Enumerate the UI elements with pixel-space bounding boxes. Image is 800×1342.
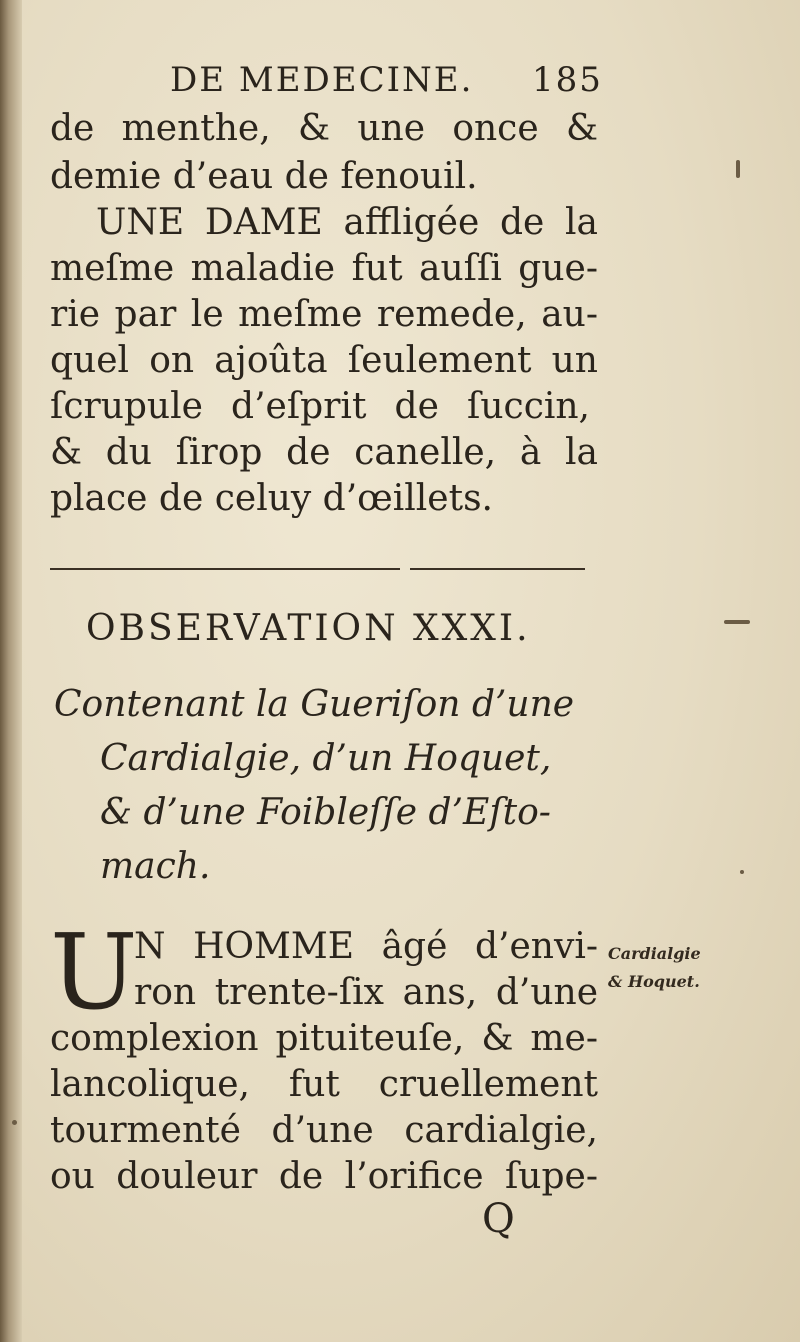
text-line: complexion pituiteuſe, & me- — [50, 1018, 598, 1059]
text-line: demie d’eau de fenouil. — [50, 156, 478, 197]
ink-speck — [724, 620, 750, 624]
drop-cap: U — [50, 911, 138, 1033]
margin-note-line: Cardialgie — [608, 944, 701, 963]
margin-note-line: & Hoquet. — [608, 972, 700, 991]
running-title: DE MEDECINE. — [170, 60, 474, 100]
text-line: & du ſirop de canelle, à la — [50, 432, 598, 473]
text-line: N HOMME âgé d’envi- — [134, 926, 598, 967]
subtitle-line: mach. — [100, 846, 211, 887]
text-line: de menthe, & une once & — [50, 108, 598, 149]
book-spine — [0, 0, 22, 1342]
text-line: ou douleur de l’orifice ſupe- — [50, 1156, 598, 1197]
text-line: rie par le meſme remede, au- — [50, 294, 598, 335]
observation-heading: OBSERVATION XXXI. — [86, 608, 531, 649]
catchword: Q — [482, 1196, 515, 1242]
text-line: UNE DAME affligée de la — [96, 202, 598, 243]
text-line: meſme maladie fut auſſi gue- — [50, 248, 598, 289]
subtitle-line: Cardialgie, d’un Hoquet, — [100, 738, 552, 779]
ink-speck — [736, 160, 740, 178]
subtitle-line: & d’une Foibleſſe d’Eſto- — [100, 792, 551, 833]
ink-speck — [12, 1120, 17, 1125]
ink-speck — [740, 870, 744, 874]
page-number: 185 — [532, 60, 603, 100]
text-line: place de celuy d’œillets. — [50, 478, 493, 519]
section-rule-right — [410, 568, 585, 570]
subtitle-line: Contenant la Gueriſon d’une — [54, 684, 575, 725]
text-line: tourmenté d’une cardialgie, — [50, 1110, 598, 1151]
text-line: ron trente-ſix ans, d’une — [134, 972, 598, 1013]
text-line: lancolique, fut cruellement — [50, 1064, 598, 1105]
section-rule-left — [50, 568, 400, 570]
text-line: ſcrupule d’eſprit de ſuccin, — [50, 386, 590, 427]
text-line: quel on ajoûta ſeulement un — [50, 340, 598, 381]
running-header — [170, 60, 610, 110]
